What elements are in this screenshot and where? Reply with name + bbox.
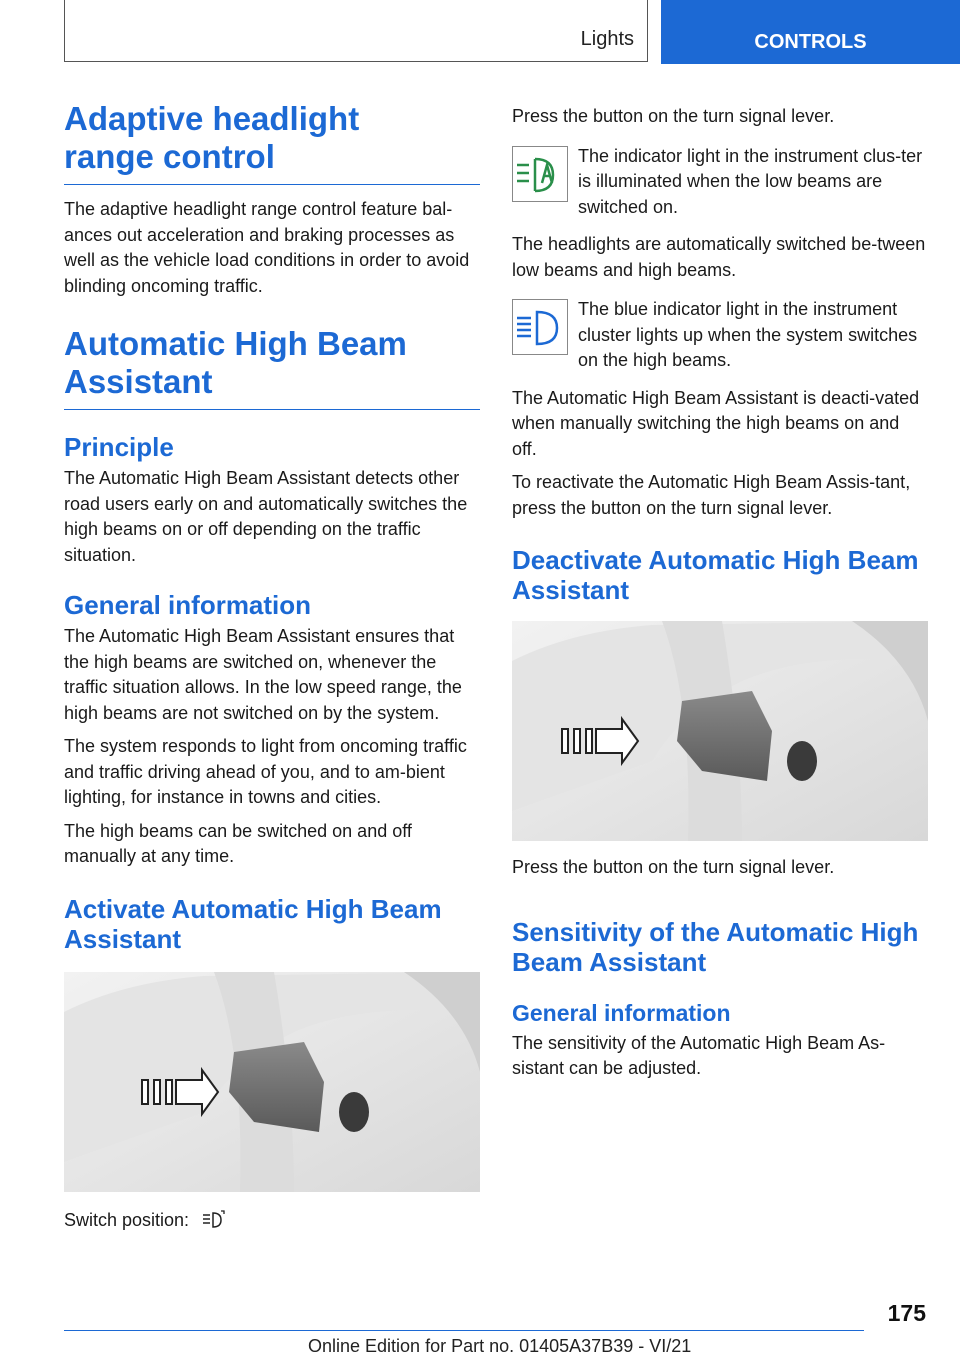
right-column	[512, 104, 928, 1082]
low-beam-assistant-indicator-icon	[512, 146, 568, 202]
heading-sensitivity: Sensitivity of the Automatic High Beam Assistant	[512, 916, 919, 977]
paragraph-auto-switch: The headlights are automatically switched be-tween low beams and high beams.	[512, 234, 926, 280]
paragraph-principle: The Automatic High Beam Assistant detects other road users early on and automatically switches the high beams on or off depending on the traffic situation.	[64, 468, 468, 565]
turn-signal-lever-photo	[64, 972, 480, 1192]
heading-general-info: General information	[64, 590, 312, 620]
left-column	[64, 100, 480, 1233]
heading-sensitivity-general: General information	[512, 999, 731, 1026]
heading-principle: Principle	[64, 432, 174, 462]
high-beam-assistant-icon	[201, 1209, 227, 1231]
paragraph-press-2: Press the button on the turn signal lever.	[512, 857, 835, 877]
paragraph-general-2: The system responds to light from oncoming traffic and traffic driving ahead of you, and to am-bient lighting, for instance in towns and cities.	[64, 736, 467, 807]
switch-position-label: Switch position:	[64, 1209, 190, 1230]
chapter-label: CONTROLS	[754, 31, 867, 53]
switch-position-row	[64, 1208, 480, 1234]
indicator-row-low-beam	[512, 144, 928, 221]
turn-signal-lever-photo	[512, 621, 928, 841]
paragraph-general-3: The high beams can be switched on and off manually at any time.	[64, 820, 412, 866]
paragraph-deactivated: The Automatic High Beam Assistant is deacti-vated when manually switching the high beams on and off.	[512, 387, 920, 459]
header-frame	[64, 0, 648, 62]
heading-activate: Activate Automatic High Beam Assistant	[64, 893, 442, 954]
footer-rule	[64, 1330, 864, 1331]
paragraph-sensitivity: The sensitivity of the Automatic High Beam As-sistant can be adjusted.	[512, 1032, 886, 1078]
high-beam-indicator-icon	[512, 299, 568, 355]
page-number: 175	[887, 1300, 926, 1326]
lever-illustration	[512, 621, 928, 841]
paragraph-general-1: The Automatic High Beam Assistant ensures that the high beams are switched on, whenever the traffic situation allows. In the low speed range, the high beams are not switched on by the system.	[64, 626, 462, 723]
paragraph-indicator-1: The indicator light in the instrument clus-ter is illuminated when the low beams are switched on.	[578, 145, 923, 217]
heading-auto-high-beam: Automatic High Beam Assistant	[64, 325, 407, 400]
indicator-row-high-beam	[512, 297, 928, 374]
section-title: Lights	[580, 28, 634, 50]
heading-rule	[64, 409, 480, 410]
paragraph-reactivate: To reactivate the Automatic High Beam Assis-tant, press the button on the turn signal lever.	[512, 472, 911, 518]
heading-adaptive-range: Adaptive headlight range control	[64, 100, 360, 175]
paragraph-press-1: Press the button on the turn signal lever.	[512, 106, 835, 126]
heading-rule	[64, 184, 480, 185]
edition-text: Online Edition for Part no. 01405A37B39 - VI/21	[308, 1336, 692, 1356]
heading-deactivate: Deactivate Automatic High Beam Assistant	[512, 545, 919, 605]
paragraph-adaptive-range: The adaptive headlight range control feature bal-ances out acceleration and braking processes as well as the vehicle load conditions in order to avoid blinding oncoming traffic.	[64, 199, 470, 296]
lever-illustration	[64, 972, 480, 1192]
paragraph-indicator-2: The blue indicator light in the instrument cluster lights up when the system switches on the high beams.	[578, 299, 918, 370]
chapter-tab[interactable]	[661, 0, 960, 64]
